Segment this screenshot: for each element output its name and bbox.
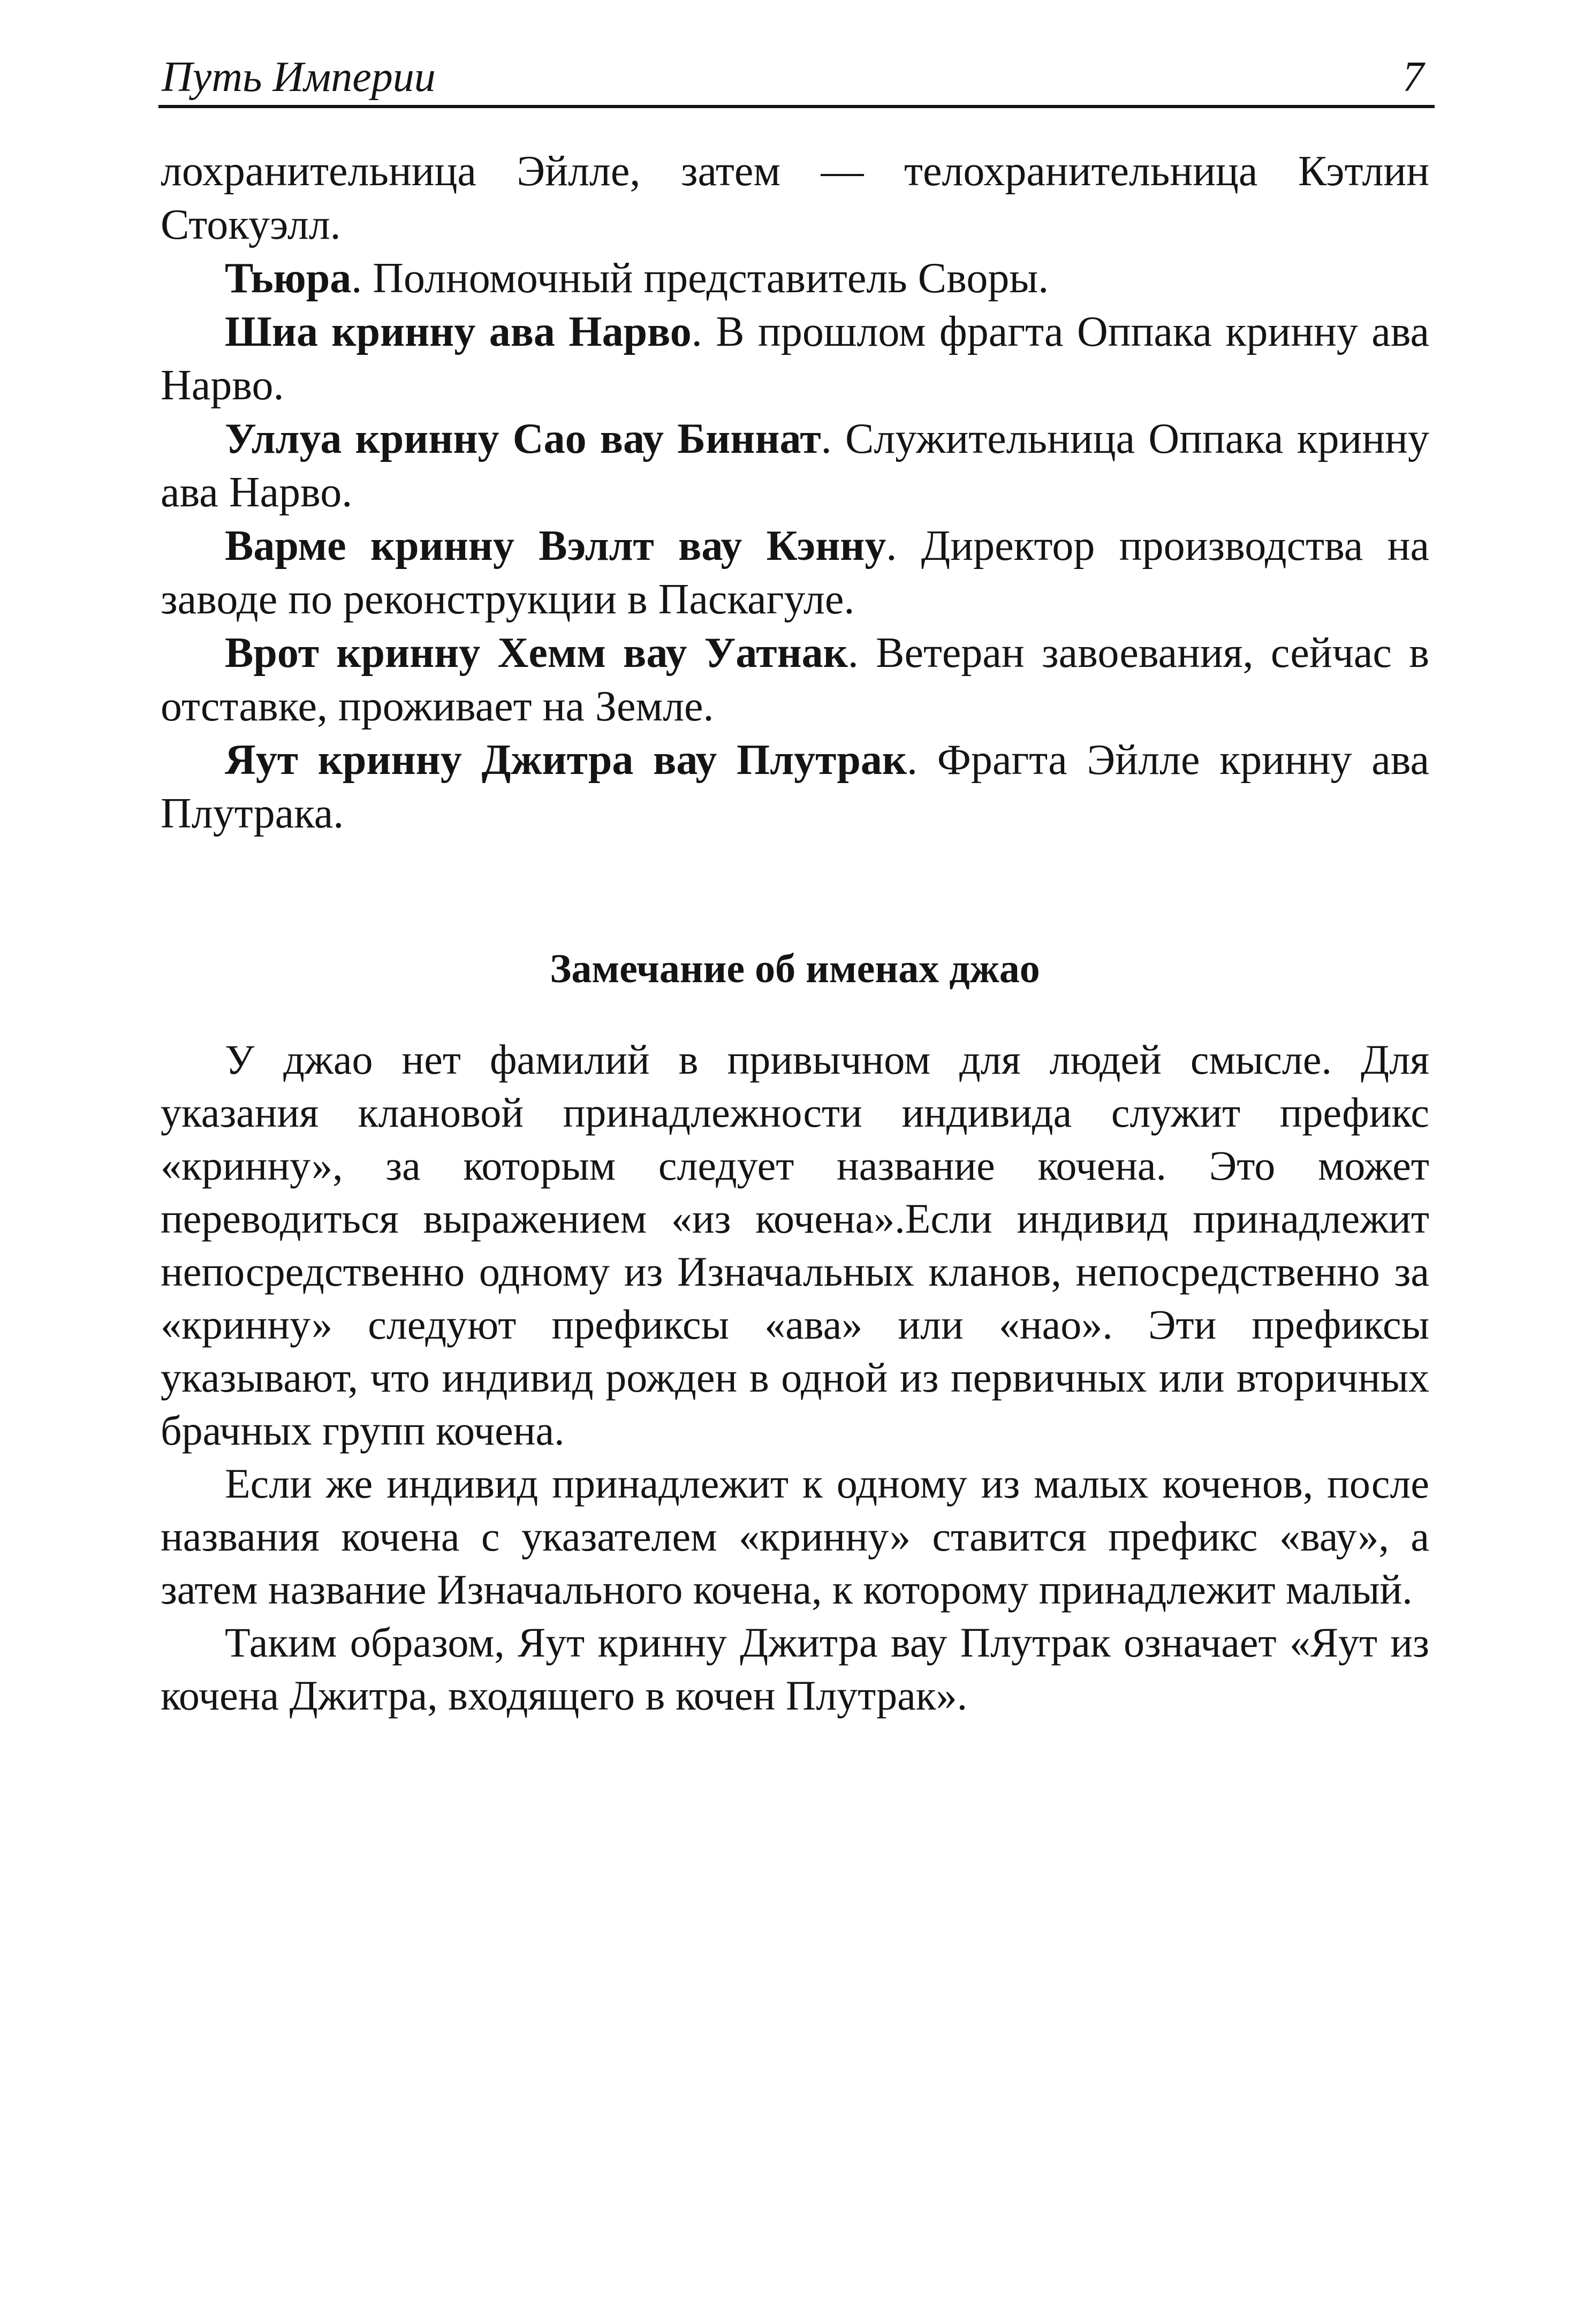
body-paragraph: У джао нет фамилий в привычном для людей смысле. Для указания клановой принадлежности индивида служит префикс «кринну», за которым следует название кочена. Это может переводиться выражением «из кочена».Если индивид принадлежит непосредственно одному из Изначальных кланов, непосредственно за «кринну» следуют префиксы «ава» или «нао». Эти префиксы указывают, что индивид рожден в одной из первичных или вторичных брачных групп кочена. — [161, 1036, 1429, 1454]
character-description: . Директор производства на заводе по реконструкции в Паскагуле. — [161, 522, 1430, 623]
character-name: Варме кринну Вэллт вау Кэнну — [225, 522, 886, 569]
list-item — [161, 733, 1429, 840]
character-name: Шиа кринну ава Нарво — [225, 308, 692, 355]
character-description: . Полномочный представитель Своры. — [351, 255, 1049, 302]
character-description: . В прошлом фрагта Оппака кринну ава Нарво. — [161, 308, 1430, 409]
list-item — [161, 412, 1429, 519]
list-item — [161, 145, 1429, 252]
list-item — [161, 519, 1429, 626]
section-body — [161, 1033, 1429, 1722]
character-description: . Ветеран завоевания, сейчас в отставке, проживает на Земле. — [161, 629, 1429, 730]
running-head — [158, 51, 1435, 103]
list-item — [161, 305, 1429, 412]
list-item — [161, 626, 1429, 733]
header-rule — [158, 105, 1435, 108]
section-title: Замечание об именах джао — [550, 946, 1040, 991]
character-description: лохранительница Эйлле, затем — телохранительница Кэтлин Стокуэлл. — [161, 148, 1429, 248]
page-number: 7 — [1402, 54, 1424, 101]
book-title: Путь Империи — [162, 54, 436, 101]
character-name: Тьюра — [225, 255, 352, 302]
body-paragraph: Таким образом, Яут кринну Джитра вау Плутрак означает «Яут из кочена Джитра, входящего в кочен Плутрак». — [161, 1619, 1429, 1719]
character-description: . Фрагта Эйлле кринну ава Плутрака. — [161, 736, 1429, 837]
list-item — [161, 252, 1429, 305]
character-description: . Служительница Оппака кринну ава Нарво. — [161, 415, 1429, 516]
body-paragraph: Если же индивид принадлежит к одному из малых коченов, после названия кочена с указателем «кринну» ставится префикс «вау», а затем название Изначального кочена, к которому принадлежит малый. — [161, 1460, 1429, 1613]
character-name: Яут кринну Джитра вау Плутрак — [225, 736, 907, 784]
character-name: Уллуа кринну Сао вау Биннат — [225, 415, 821, 462]
character-name: Врот кринну Хемм вау Уатнак — [225, 629, 848, 677]
character-list — [161, 145, 1429, 840]
